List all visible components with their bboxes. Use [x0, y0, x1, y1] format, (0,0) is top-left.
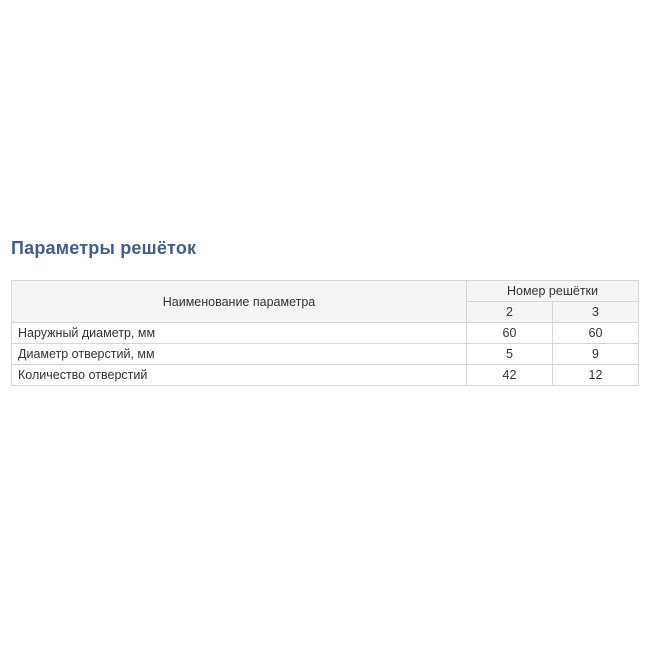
row-value: 60 [553, 323, 639, 344]
header-grid-3: 3 [553, 302, 639, 323]
table-header-row [12, 281, 639, 302]
header-grid-number: Номер решётки [467, 281, 639, 302]
row-name: Диаметр отверстий, мм [12, 344, 467, 365]
header-grid-2: 2 [467, 302, 553, 323]
header-param-name: Наименование параметра [12, 281, 467, 323]
row-value: 60 [467, 323, 553, 344]
row-name: Наружный диаметр, мм [12, 323, 467, 344]
table-row [12, 365, 639, 386]
table-row [12, 344, 639, 365]
row-value: 42 [467, 365, 553, 386]
row-name: Количество отверстий [12, 365, 467, 386]
section-title: Параметры решёток [11, 238, 197, 258]
row-value: 9 [553, 344, 639, 365]
grid-parameters-table [11, 280, 639, 386]
table-row [12, 323, 639, 344]
row-value: 5 [467, 344, 553, 365]
row-value: 12 [553, 365, 639, 386]
